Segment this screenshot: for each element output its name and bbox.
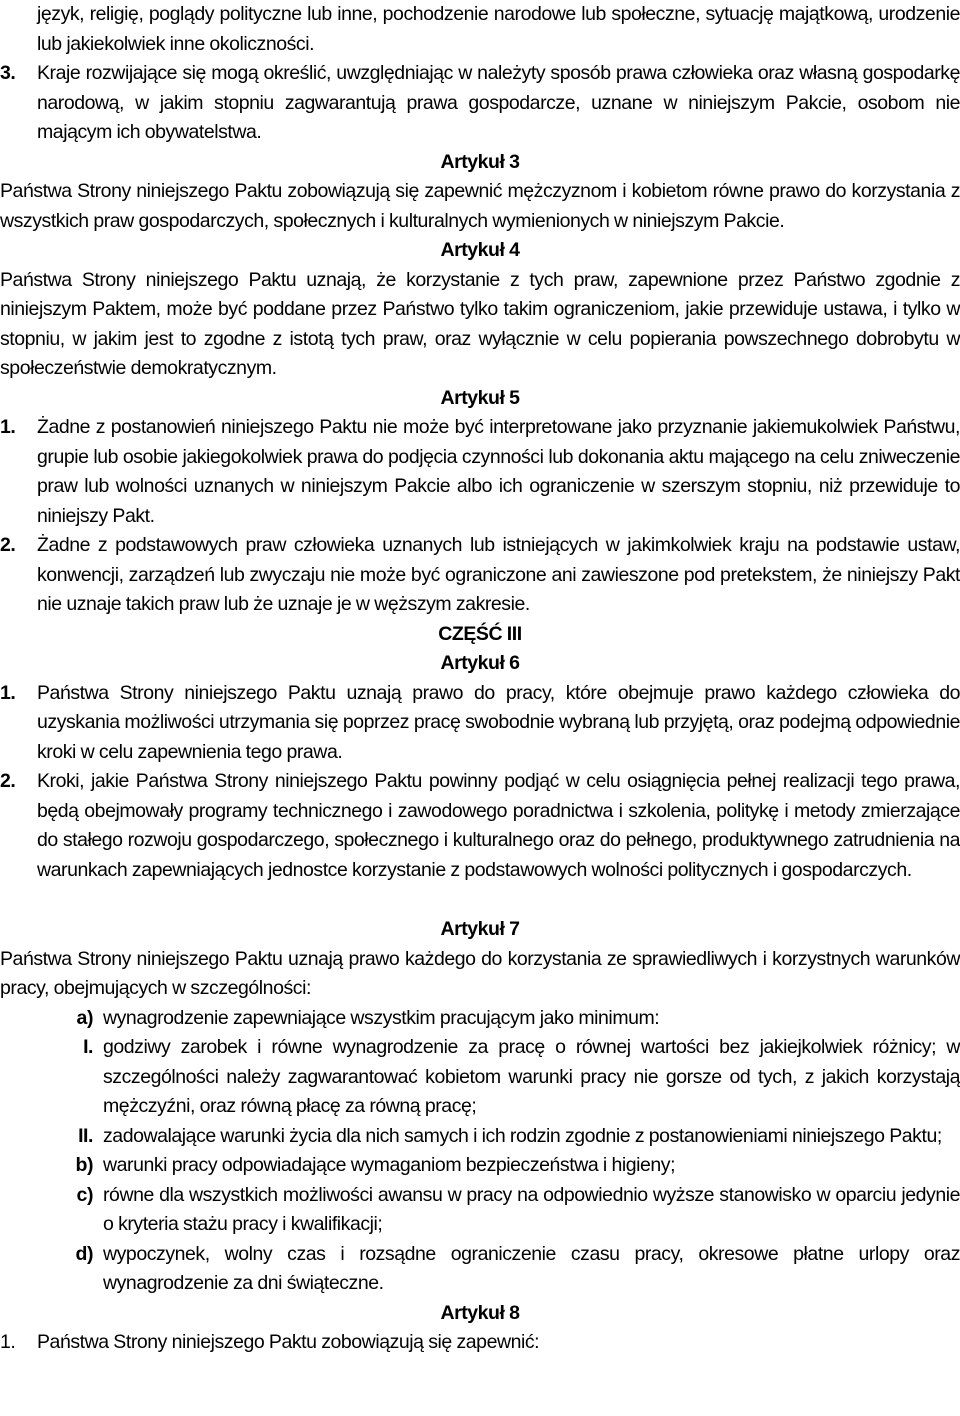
article-7-item-d xyxy=(0,1240,960,1299)
item-text: wypoczynek, wolny czas i rozsądne ograniczenie czasu pracy, okresowe płatne urlopy oraz wynagrodzenie za dni świąteczne. xyxy=(103,1242,960,1294)
paragraph-number: 1. xyxy=(0,416,16,438)
article-7-item-b xyxy=(0,1151,960,1181)
paragraph-number: 2. xyxy=(0,534,16,556)
item-marker: I. xyxy=(83,1036,93,1058)
item-text: godziwy zarobek i równe wynagrodzenie za pracę o równej wartości bez jakiejkolwiek różnicy; w szczególności należy zagwarantować kobietom warunki pracy nie gorsze od tych, z jakich korzystają mężczyźni, oraz równą płacę za równą pracę; xyxy=(103,1036,960,1117)
article-6-heading: Artykuł 6 xyxy=(440,652,520,674)
item-text: równe dla wszystkich możliwości awansu w pracy na odpowiednio wyższe stanowisko w oparciu jedynie o kryteria stażu pracy i kwalifikacji; xyxy=(103,1183,960,1235)
paragraph-number: 2. xyxy=(0,770,16,792)
item-marker: c) xyxy=(76,1183,93,1206)
item-marker: b) xyxy=(75,1154,93,1176)
article-6-paragraph-1 xyxy=(0,679,960,768)
article-7-item-ii xyxy=(0,1122,960,1152)
continuation-text: język, religię, poglądy polityczne lub inne, pochodzenie narodowe lub społeczne, sytuację majątkową, urodzenie lub jakiekolwiek inne okoliczności. xyxy=(37,3,960,55)
paragraph-text: Kroki, jakie Państwa Strony niniejszego Paktu powinny podjąć w celu osiągnięcia pełnej realizacji tego prawa, będą obejmowały programy technicznego i zawodowego poradnictwa i szkolenia, politykę i metody zmierzające do stałego rozwoju gospodarczego, społecznego i kulturalnego oraz do pełnego, produktywnego zatrudnienia na warunkach zapewniających jednostce korzystanie z podstawowych wolności politycznych i gospodarczych. xyxy=(37,770,960,881)
article-5-heading: Artykuł 5 xyxy=(440,386,520,409)
article-6-paragraph-2 xyxy=(0,767,960,885)
item-marker: II. xyxy=(78,1124,93,1147)
item-text: zadowalające warunki życia dla nich samych i ich rodzin zgodnie z postanowieniami niniejszego Paktu; xyxy=(103,1124,942,1147)
article-8-paragraph-1 xyxy=(0,1328,960,1358)
article-7-item-i xyxy=(0,1033,960,1122)
article-7-item-a xyxy=(0,1004,960,1034)
article-3-text: Państwa Strony niniejszego Paktu zobowiązują się zapewnić mężczyznom i kobietom równe prawo do korzystania z wszystkich praw gospodarczych, społecznych i kulturalnych wymienionych w niniejszym Pakcie. xyxy=(0,180,960,232)
spacer xyxy=(0,885,960,915)
paragraph-number: 1. xyxy=(0,681,16,704)
article-4-text: Państwa Strony niniejszego Paktu uznają, że korzystanie z tych praw, zapewnione przez Państwo zgodnie z niniejszym Paktem, może być poddane przez Państwo tylko takim ograniczeniom, jakie przewiduje ustawa, i tylko w stopniu, w jakim jest to zgodne z istotą tych praw, oraz wyłącznie w celu popierania powszechnego dobrobytu w społeczeństwie demokratycznym. xyxy=(0,268,960,379)
paragraph-text: Żadne z podstawowych praw człowieka uznanych lub istniejących w jakimkolwiek kraju na podstawie ustaw, konwencji, zarządzeń lub zwyczaju nie może być ograniczone ani zawieszone pod pretekstem, że niniejszy Pakt nie uznaje takich praw lub że uznaje je w węższym zakresie. xyxy=(37,534,960,615)
article-8-heading: Artykuł 8 xyxy=(440,1301,520,1324)
part-3-heading: CZĘŚĆ III xyxy=(438,622,522,645)
item-text: wynagrodzenie zapewniające wszystkim pracującym jako minimum: xyxy=(103,1006,660,1029)
paragraph-text: Państwa Strony niniejszego Paktu zobowiązują się zapewnić: xyxy=(37,1331,540,1353)
item-marker: d) xyxy=(75,1242,93,1265)
paragraph-text: Państwa Strony niniejszego Paktu uznają prawo do pracy, które obejmuje prawo każdego człowieka do uzyskania możliwości utrzymania się poprzez pracę swobodnie wybraną lub przyjętą, oraz podejmą odpowiednie kroki w celu zapewnienia tego prawa. xyxy=(37,681,960,763)
article-3-heading: Artykuł 3 xyxy=(440,150,520,173)
article-5-paragraph-2 xyxy=(0,531,960,620)
article-7-heading: Artykuł 7 xyxy=(440,918,520,940)
paragraph-number: 1. xyxy=(0,1331,16,1353)
paragraph-text: Żadne z postanowień niniejszego Paktu nie może być interpretowane jako przyznanie jakiemukolwiek Państwu, grupie lub osobie jakiegokolwiek prawa do podjęcia czynności lub dokonania aktu mającego na celu zniweczenie praw lub wolności uznanych w niniejszym Pakcie albo ich ograniczenie w szerszym stopniu, niż przewiduje to niniejszy Pakt. xyxy=(37,416,960,527)
paragraph-number: 3. xyxy=(0,62,16,84)
item-text: warunki pracy odpowiadające wymaganiom bezpieczeństwa i higieny; xyxy=(103,1154,676,1176)
article-5-paragraph-1 xyxy=(0,413,960,531)
article-2-paragraph-3 xyxy=(0,59,960,148)
item-marker: a) xyxy=(76,1006,93,1029)
paragraph-text: Kraje rozwijające się mogą określić, uwzględniając w należyty sposób prawa człowieka oraz własną gospodarkę narodową, w jakim stopniu zagwarantują prawa gospodarcze, uznane w niniejszym Pakcie, osobom nie mającym ich obywatelstwa. xyxy=(37,62,960,143)
article-7-item-c xyxy=(0,1181,960,1240)
article-7-intro: Państwa Strony niniejszego Paktu uznają prawo każdego do korzystania ze sprawiedliwych i korzystnych warunków pracy, obejmujących w szczególności: xyxy=(0,947,960,999)
article-4-heading: Artykuł 4 xyxy=(440,239,520,261)
